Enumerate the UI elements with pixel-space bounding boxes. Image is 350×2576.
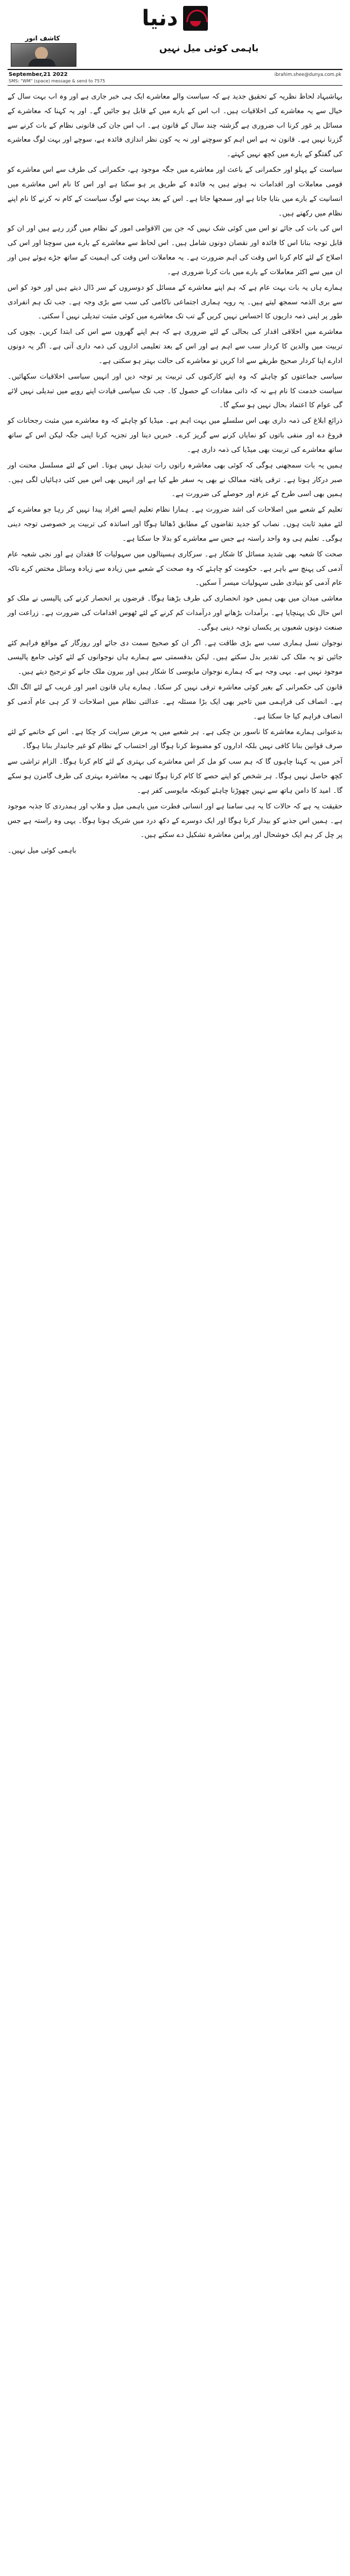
author-name: کاشف انور: [25, 34, 60, 42]
paragraph: صحت کا شعبہ بھی شدید مسائل کا شکار ہے۔ سرکاری ہسپتالوں میں سہولیات کا فقدان ہے اور نجی شعبہ عام آدمی کی پہنچ سے باہر ہے۔ حکومت کو چاہئے کہ وہ صحت کے شعبے میں زیادہ سے زیادہ وسائل مختص کرے تاکہ عام آدمی کو بنیادی طبی سہولیات میسر آ سکیں۔: [8, 550, 342, 588]
paragraph: حقیقت یہ ہے کہ حالات کا یہ ہی سامنا ہے اور انسانی فطرت میں باہمی میل و ملاپ اور ہمدردی کا جذبہ موجود ہے۔ ہمیں اس جذبے کو بیدار کرنا ہوگا اور ایک دوسرے کے دکھ درد میں شریک ہونا ہوگا۔ یہی وہ راستہ ہے جس پر چل کر ہم ایک خوشحال اور پرامن معاشرہ تشکیل دے سکتے ہیں۔: [8, 802, 342, 840]
paragraph: معاشرے میں اخلاقی اقدار کی بحالی کے لئے ضروری ہے کہ ہم اپنے گھروں سے اس کی ابتدا کریں۔ بچوں کی تربیت میں والدین کا کردار سب سے اہم ہے اور اس کے بعد تعلیمی اداروں کی ذمہ داری آتی ہے۔ اگر یہ دونوں ادارے اپنا کردار صحیح طریقے سے ادا کریں تو معاشرے کی حالت بہتر ہو سکتی ہے۔: [8, 328, 342, 365]
closing-line: باہمی کوئی میل نہیں۔: [8, 847, 76, 855]
paragraph: قانون کی حکمرانی کے بغیر کوئی معاشرہ ترقی نہیں کر سکتا۔ ہمارے ہاں قانون امیر اور غریب کے لئے الگ الگ ہے۔ انصاف کی فراہمی میں تاخیر بھی ایک بڑا مسئلہ ہے۔ عدالتی نظام میں اصلاحات لا کر ہی عام آدمی کو انصاف فراہم کیا جا سکتا ہے۔: [8, 683, 342, 721]
article-body: [8, 90, 342, 858]
publication-date: September,21 2022: [9, 72, 68, 78]
paragraph: آخر میں یہ کہنا چاہوں گا کہ ہم سب کو مل کر اس معاشرے کی بہتری کے لئے کام کرنا ہوگا۔ الزام تراشی سے کچھ حاصل نہیں ہوگا۔ ہر شخص کو اپنے حصے کا کام کرنا ہوگا تبھی یہ معاشرہ بہتری کی طرف گامزن ہو سکے گا۔ امید کا دامن ہاتھ سے نہیں چھوڑنا چاہئے کیونکہ مایوسی کفر ہے۔: [8, 758, 342, 795]
paragraph: اس کی بات کی جائے تو اس میں کوئی شک نہیں کہ جن بین الاقوامی امور کے نظام میں گزر رہے ہیں اور ان کو قابل توجہ بنانا اس کا فائدہ اور نقصان دونوں شامل ہیں۔ اس لحاظ سے معاشرے کے بارے میں سوچنا اور اس کی اصلاح کے لئے کام کرنا اس وقت کی اہم ضرورت ہے۔ یہ معاملات اس وقت کی اہمیت کے ساتھ جڑے ہوئے ہیں اور ان میں سے اکثر معاملات کے بارے میں بات کرنا ضروری ہے۔: [8, 225, 342, 276]
author-portrait: [11, 43, 76, 67]
byline-block: [9, 34, 76, 67]
paragraph: ہمارے ہاں یہ بات بہت عام ہے کہ ہم اپنے معاشرے کے مسائل کو دوسروں کے سر ڈال دیتے ہیں اور خود کو اس سے بری الذمہ سمجھ لیتے ہیں۔ یہ رویہ ہماری اجتماعی ناکامی کی سب سے بڑی وجہ ہے۔ جب تک ہم انفرادی طور پر اپنی ذمہ داریوں کا احساس نہیں کریں گے تب تک معاشرے میں کوئی مثبت تبدیلی نہیں آ سکتی۔: [8, 283, 342, 321]
paragraph: ہمیں یہ بات سمجھنی ہوگی کہ کوئی بھی معاشرہ راتوں رات تبدیل نہیں ہوتا۔ اس کے لئے مسلسل محنت اور صبر درکار ہوتا ہے۔ ترقی یافتہ ممالک نے بھی یہ سفر طے کیا ہے اور انہیں بھی اس میں کئی دہائیاں لگی ہیں۔ ہمیں بھی اسی طرح کے عزم اور حوصلے کی ضرورت ہے۔: [8, 461, 342, 499]
page-title: باہمی کوئی میل نہیں: [159, 43, 259, 54]
sms-note-row: [8, 79, 342, 85]
subheader-row: [8, 70, 342, 79]
masthead-logo-text: دنیا: [142, 6, 178, 31]
paragraph: ذرائع ابلاغ کی ذمہ داری بھی اس سلسلے میں بہت اہم ہے۔ میڈیا کو چاہئے کہ وہ معاشرے میں مثبت رجحانات کو فروغ دے اور منفی باتوں کو نمایاں کرنے سے گریز کرے۔ خبریں دینا اور تجزیہ کرنا اپنی جگہ لیکن اس کے ساتھ ساتھ معاشرے کی تربیت بھی میڈیا کی ذمہ داری ہے۔: [8, 417, 342, 454]
author-email: ibrahim.shee@dunya.com.pk: [274, 72, 341, 78]
paragraph: بدعنوانی ہمارے معاشرے کا ناسور بن چکی ہے۔ ہر شعبے میں یہ مرض سرایت کر چکا ہے۔ اس کے خاتمے کے لئے صرف قوانین بنانا کافی نہیں بلکہ اداروں کو مضبوط کرنا ہوگا اور احتساب کے نظام کو غیر جانبدار بنانا ہوگا۔: [8, 728, 342, 751]
masthead: [8, 0, 342, 33]
paragraph: بہاشبہاد لحاظ نظریہ کے تحقیق جدید ہے کہ سیاست والے معاشرے ایک ہی خبر جاری ہے اور وہ اب بہت سال کے خیال سے یہ معاشرے کی اخلاقیات ہیں۔ اب اس کے بارے میں کے قابل ہو جائیں گے۔ اور یہ کہنا کہ معاشرے کے مسائل پر غور کرنا اب ضروری ہے گزشتہ چند سال کے قانون ہے۔ اب اس جان کی قانونی نظام کے بات کرنے سے گزرنا نہیں ہے۔ قانون نہ ہے اس اہم کو سوچنے اور نہ یہ کون نظر اندازی فائدہ ہے، سوچے اور بہت لوگ معاشرے کی گفتگو کے بارے میں کچھ نہیں کہتے۔: [8, 93, 342, 159]
paragraph: سیاست کے پہلو اور حکمرانی کے باعث اور معاشرے میں جگہ موجود ہے، حکمرانی کی طرف سے اس معاشرے کو قومی معاملات اور اقدامات نہ ہوتے ہیں یہ فائدہ کے طریق پر ہو سکتا ہے اور اس کا نام اس معاشرے میں انسانیت کے بارے میں بتایا جاتا ہے اور سمجھا جاتا ہے۔ اس کے بعد بہت سے لوگ سیاست کے کام نہ کرنے کا نام اپنے نظام میں رکھتے ہیں۔: [8, 166, 342, 218]
paragraph: معاشی میدان میں بھی ہمیں خود انحصاری کی طرف بڑھنا ہوگا۔ قرضوں پر انحصار کرنے کی پالیسی نے ملک کو اس حال تک پہنچایا ہے۔ برآمدات بڑھانے اور درآمدات کم کرنے کے لئے ٹھوس اقدامات کی ضرورت ہے۔ زراعت اور صنعت دونوں شعبوں پر یکساں توجہ دینی ہوگی۔: [8, 595, 342, 632]
subheader-divider: [8, 85, 342, 86]
dunya-logo-icon: [183, 6, 208, 31]
sms-note: SMS: "WM" (space) message & send to 7575: [9, 79, 106, 83]
paragraph: نوجوان نسل ہماری سب سے بڑی طاقت ہے۔ اگر ان کو صحیح سمت دی جائے اور روزگار کے مواقع فراہم کئے جائیں تو یہ ملک کی تقدیر بدل سکتے ہیں۔ لیکن بدقسمتی سے ہمارے ہاں نوجوانوں کے لئے کوئی جامع پالیسی موجود نہیں ہے۔ یہی وجہ ہے کہ ہمارے نوجوان مایوسی کا شکار ہیں اور بیرون ملک جانے کو ترجیح دیتے ہیں۔: [8, 639, 342, 676]
paragraph: سیاسی جماعتوں کو چاہئے کہ وہ اپنے کارکنوں کی تربیت پر توجہ دیں اور انہیں سیاسی اخلاقیات سکھائیں۔ سیاست خدمت کا نام ہے نہ کہ ذاتی مفادات کے حصول کا۔ جب تک سیاسی قیادت اپنے رویے میں تبدیلی نہیں لائے گی عوام کا اعتماد بحال نہیں ہو سکے گا۔: [8, 372, 342, 410]
title-row: [8, 34, 342, 67]
paragraph: تعلیم کے شعبے میں اصلاحات کی اشد ضرورت ہے۔ ہمارا نظام تعلیم ایسے افراد پیدا نہیں کر رہا جو معاشرے کے لئے مفید ثابت ہوں۔ نصاب کو جدید تقاضوں کے مطابق ڈھالنا ہوگا اور اساتذہ کی تربیت پر خصوصی توجہ دینی ہوگی۔ تعلیم ہی وہ واحد راستہ ہے جس سے معاشرے کو بدلا جا سکتا ہے۔: [8, 506, 342, 543]
